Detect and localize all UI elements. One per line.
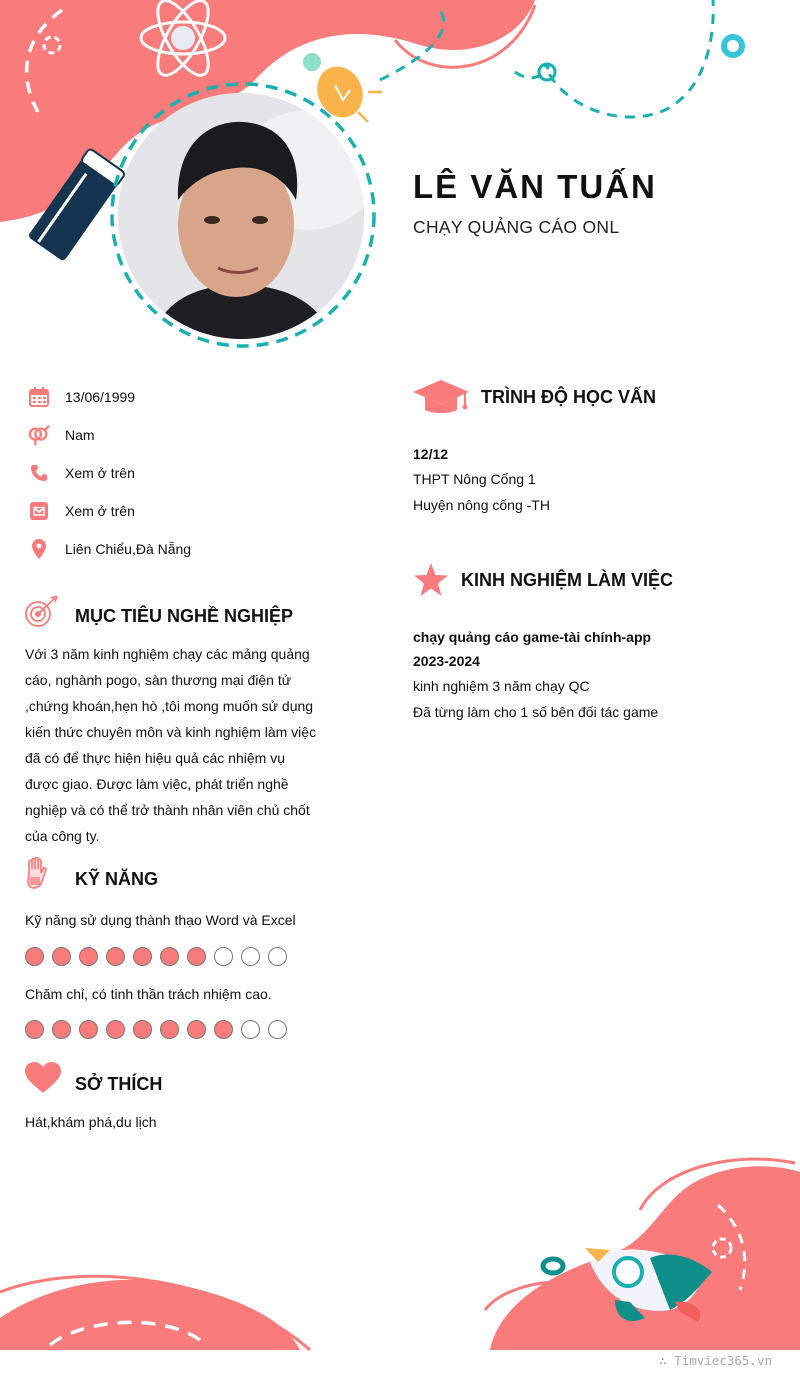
- graduation-cap-icon: [413, 380, 469, 419]
- hand-icon: [25, 857, 47, 894]
- objective-line: ,chứng khoán,hẹn hò ,tôi mong muốn sử dụng: [25, 698, 314, 714]
- heart-icon: [25, 1062, 61, 1099]
- profile-photo: [108, 80, 378, 350]
- rating-dot-filled: [160, 947, 179, 966]
- gender-icon: [28, 424, 50, 446]
- rating-dot-empty: [268, 947, 287, 966]
- rating-dot-empty: [241, 1020, 260, 1039]
- rating-dot-filled: [133, 947, 152, 966]
- rating-dot-filled: [187, 1020, 206, 1039]
- address-value: Liên Chiểu,Đà Nẵng: [65, 541, 192, 557]
- objective-text: [25, 641, 318, 849]
- phone-icon: [28, 462, 50, 484]
- rating-dot-filled: [106, 947, 125, 966]
- objective-line: Với 3 năm kinh nghiệm chạy các mảng quảng: [25, 646, 310, 662]
- objective-line: được giao. Được làm việc, phát triển nghề: [25, 776, 289, 792]
- experience-detail: kinh nghiệm 3 năm chạy QC: [413, 678, 590, 694]
- email-icon: [28, 500, 50, 522]
- objective-line: của công ty.: [25, 828, 100, 844]
- education-grade: 12/12: [413, 446, 449, 462]
- objective-title: MỤC TIÊU NGHỀ NGHIỆP: [75, 606, 294, 626]
- skill-rating-2: [25, 1020, 287, 1039]
- watermark: ∴ Timviec365.vn: [659, 1353, 772, 1368]
- experience-detail: Đã từng làm cho 1 số bên đối tác game: [413, 704, 659, 720]
- candidate-position: CHẠY QUẢNG CÁO ONL: [413, 217, 620, 237]
- rating-dot-filled: [160, 1020, 179, 1039]
- calendar-icon: [28, 386, 50, 408]
- rating-dot-filled: [214, 1020, 233, 1039]
- objective-line: đã có để thực hiện hiệu quả các nhiệm vụ: [25, 750, 285, 766]
- objective-line: nghiệp và có thể trở thành nhân viên chủ chốt: [25, 802, 310, 818]
- rating-dot-filled: [25, 947, 44, 966]
- rating-dot-filled: [79, 947, 98, 966]
- rating-dot-filled: [133, 1020, 152, 1039]
- rating-dot-filled: [25, 1020, 44, 1039]
- contact-gender: [28, 423, 95, 447]
- rating-dot-filled: [187, 947, 206, 966]
- candidate-name: LÊ VĂN TUẤN: [413, 168, 657, 205]
- gender-value: Nam: [65, 427, 95, 443]
- hobbies-title: SỞ THÍCH: [75, 1074, 163, 1094]
- hobbies-text: Hát,khám phá,du lịch: [25, 1114, 157, 1130]
- experience-job: chạy quảng cáo game-tài chính-app: [413, 629, 652, 645]
- objective-line: cáo, nghành pogo, sàn thương mại điện tử: [25, 672, 292, 688]
- skill-rating-1: [25, 947, 287, 966]
- experience-period: 2023-2024: [413, 653, 480, 669]
- contact-birthday: [28, 385, 135, 409]
- location-icon: [28, 538, 50, 560]
- star-icon: [413, 563, 449, 602]
- birthday-value: 13/06/1999: [65, 389, 136, 405]
- target-icon: [24, 596, 58, 633]
- rating-dot-filled: [79, 1020, 98, 1039]
- objective-line: kiến thức chuyên môn và kinh nghiệm làm việc: [25, 724, 317, 740]
- skill-name: Kỹ năng sử dụng thành thạo Word và Excel: [25, 912, 296, 928]
- education-place: Huyện nông cống -TH: [413, 497, 550, 513]
- email-value: Xem ở trên: [65, 503, 135, 519]
- skill-name: Chăm chỉ, có tinh thần trách nhiệm cao.: [25, 986, 272, 1002]
- skills-title: KỸ NĂNG: [75, 869, 159, 889]
- rating-dot-filled: [52, 947, 71, 966]
- rating-dot-filled: [52, 1020, 71, 1039]
- contact-phone: [28, 461, 135, 485]
- phone-value: Xem ở trên: [65, 465, 135, 481]
- rating-dot-empty: [214, 947, 233, 966]
- experience-title: KINH NGHIỆM LÀM VIỆC: [461, 570, 674, 590]
- contact-email: [28, 499, 135, 523]
- rating-dot-empty: [268, 1020, 287, 1039]
- education-title: TRÌNH ĐỘ HỌC VẤN: [481, 387, 656, 407]
- rating-dot-empty: [241, 947, 260, 966]
- contact-address: [28, 537, 191, 561]
- education-school: THPT Nông Cống 1: [413, 471, 536, 487]
- rating-dot-filled: [106, 1020, 125, 1039]
